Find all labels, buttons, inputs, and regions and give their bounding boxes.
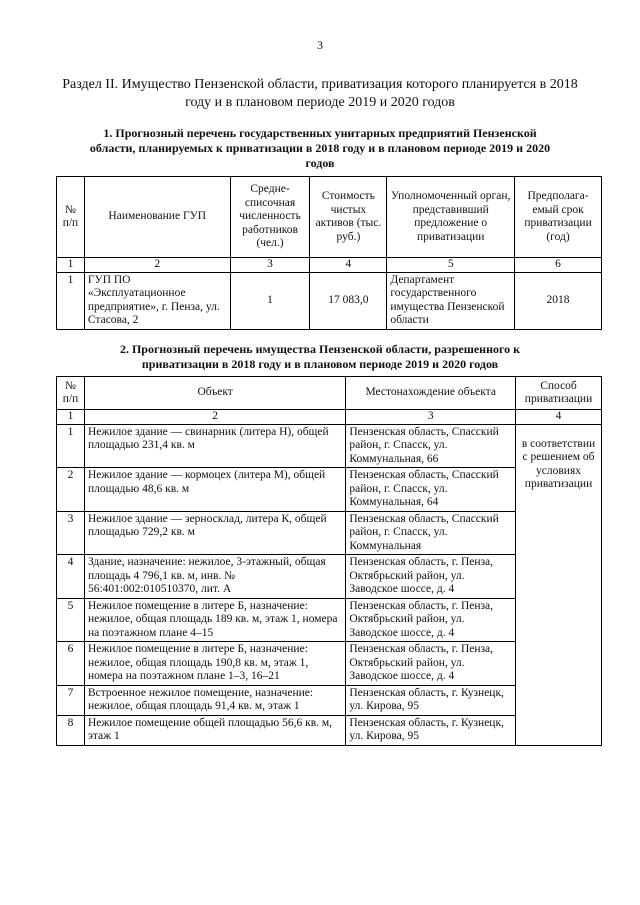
gup-table	[56, 176, 602, 330]
index-cell: 3	[230, 258, 310, 273]
property-table	[56, 376, 602, 746]
row-num: 7	[57, 685, 85, 715]
index-cell: 1	[57, 410, 85, 425]
property-table-index-row	[57, 410, 602, 425]
header-num: № п/п	[57, 177, 85, 258]
index-cell: 6	[515, 258, 602, 273]
index-cell: 1	[57, 258, 85, 273]
row-num: 1	[57, 272, 85, 329]
header-object: Объект	[84, 377, 345, 410]
list1-title: 1. Прогнозный перечень государственных унитарных предприятий Пензенской области, планируемых к приватизации в 2018 году и в плановом периоде 2019 и 2020 годов	[89, 126, 551, 170]
object-location: Пензенская область, г. Пенза, Октябрьский район, ул. Заводское шоссе, д. 4	[346, 555, 516, 599]
property-table-header	[57, 377, 602, 410]
object-description: Нежилое помещение общей площадью 56,6 кв. м, этаж 1	[84, 715, 345, 745]
index-cell: 4	[310, 258, 387, 273]
object-location: Пензенская область, Спасский район, г. Спасск, ул. Коммунальная	[346, 511, 516, 555]
net-assets: 17 083,0	[310, 272, 387, 329]
privatization-method	[516, 424, 602, 745]
object-description: Встроенное нежилое помещение, назначение: нежилое, общая площадь 91,4 кв. м, этаж 1	[84, 685, 345, 715]
row-num: 4	[57, 555, 85, 599]
gup-name: ГУП ПО «Эксплуатационное предприятие», г. Пенза, ул. Стасова, 2	[84, 272, 230, 329]
authority: Департамент государственного имущества Пензенской области	[387, 272, 515, 329]
index-cell: 2	[84, 410, 345, 425]
header-num: № п/п	[57, 377, 85, 410]
index-cell: 4	[516, 410, 602, 425]
index-cell: 3	[346, 410, 516, 425]
object-description: Здание, назначение: нежилое, 3-этажный, общая площадь 4 796,1 кв. м, инв. № 56:401:002:010510370, лит. А	[84, 555, 345, 599]
table-row	[57, 424, 602, 468]
page-number: 3	[317, 38, 323, 52]
gup-table-header	[57, 177, 602, 258]
object-description: Нежилое здание — свинарник (литера Н), общей площадью 231,4 кв. м	[84, 424, 345, 468]
object-location: Пензенская область, г. Пенза, Октябрьский район, ул. Заводское шоссе, д. 4	[346, 642, 516, 686]
header-location: Местонахождение объекта	[346, 377, 516, 410]
privatization-year: 2018	[515, 272, 602, 329]
row-num: 2	[57, 468, 85, 512]
row-num: 1	[57, 424, 85, 468]
index-cell: 5	[387, 258, 515, 273]
row-num: 6	[57, 642, 85, 686]
object-location: Пензенская область, Спасский район, г. Спасск, ул. Коммунальная, 64	[346, 468, 516, 512]
row-num: 8	[57, 715, 85, 745]
header-year: Предполага-емый срок приватизации (год)	[515, 177, 602, 258]
row-num: 5	[57, 598, 85, 642]
object-description: Нежилое здание — зерносклад, литера К, общей площадью 729,2 кв. м	[84, 511, 345, 555]
staff-count: 1	[230, 272, 310, 329]
header-assets: Стоимость чистых активов (тыс. руб.)	[310, 177, 387, 258]
object-location: Пензенская область, г. Кузнецк, ул. Кирова, 95	[346, 715, 516, 745]
object-description: Нежилое здание — кормоцех (литера М), общей площадью 48,6 кв. м	[84, 468, 345, 512]
header-authority: Уполномоченный орган, представивший предложение о приватизации	[387, 177, 515, 258]
section-title: Раздел II. Имущество Пензенской области, приватизация которого планируется в 2018 году и в плановом периоде 2019 и 2020 годов	[62, 77, 578, 110]
row-num: 3	[57, 511, 85, 555]
object-description: Нежилое помещение в литере Б, назначение: нежилое, общая площадь 189 кв. м, этаж 1, номера на поэтажном плане 4–15	[84, 598, 345, 642]
object-location: Пензенская область, Спасский район, г. Спасск, ул. Коммунальная, 66	[346, 424, 516, 468]
header-gup-name: Наименование ГУП	[84, 177, 230, 258]
object-description: Нежилое помещение в литере Б, назначение: нежилое, общая площадь 190,8 кв. м, этаж 1, номера на поэтажном плане 1–3, 16–21	[84, 642, 345, 686]
object-location: Пензенская область, г. Кузнецк, ул. Кирова, 95	[346, 685, 516, 715]
list2-title: 2. Прогнозный перечень имущества Пензенской области, разрешенного к приватизации в 2018 году и в плановом периоде 2019 и 2020 годов	[119, 342, 521, 371]
privatization-method-text: в соответствии с решением об условиях приватизации	[521, 437, 596, 490]
gup-table-index-row	[57, 258, 602, 273]
index-cell: 2	[84, 258, 230, 273]
table-row	[57, 272, 602, 329]
header-method: Способ приватизации	[516, 377, 602, 410]
object-location: Пензенская область, г. Пенза, Октябрьский район, ул. Заводское шоссе, д. 4	[346, 598, 516, 642]
header-staff: Средне-списочная численность работников (чел.)	[230, 177, 310, 258]
